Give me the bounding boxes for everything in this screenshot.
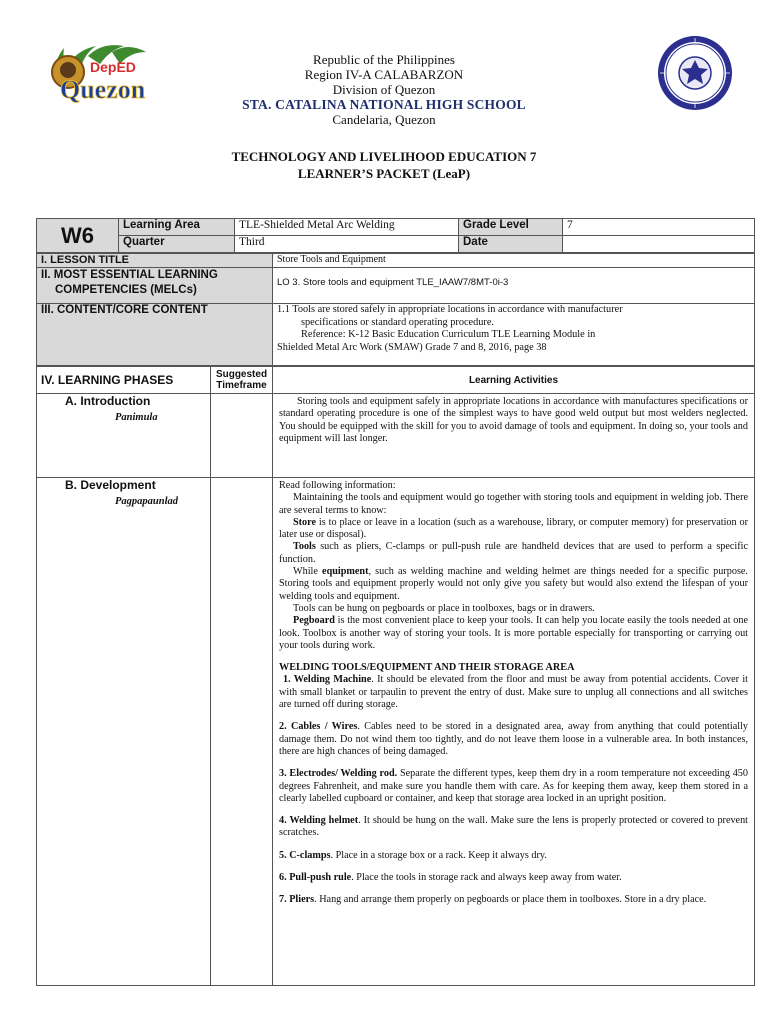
content-label: III. CONTENT/CORE CONTENT bbox=[37, 304, 273, 366]
equipment-pre: While bbox=[293, 566, 323, 578]
phases-col-header: IV. LEARNING PHASES bbox=[37, 367, 211, 394]
pegboard-term: Pegboard bbox=[293, 615, 335, 627]
phases-table bbox=[36, 366, 755, 986]
timeframe-header-line2: Timeframe bbox=[216, 380, 267, 391]
content-value bbox=[273, 304, 755, 366]
introduction-timeframe bbox=[211, 394, 273, 478]
store-def: is to place or leave in a location (such as a warehouse, library, or computer memory) for preservation or later use or disposal). bbox=[279, 516, 748, 541]
storage-item-2-term: 2. Cables / Wires bbox=[279, 721, 358, 733]
region-line: Region IV-A CALABARZON bbox=[304, 67, 464, 82]
development-sub: Pagpapaunlad bbox=[115, 496, 179, 507]
quarter-label: Quarter bbox=[119, 236, 235, 253]
storage-item-4-text: . It should be hung on the wall. Make sure the lens is properly protected or covered to prevent scratches. bbox=[279, 815, 749, 839]
equipment-term: equipment bbox=[322, 566, 369, 578]
leap-sheet bbox=[36, 218, 754, 986]
dev-pegboard-definition bbox=[279, 615, 748, 652]
tools-term: Tools bbox=[293, 541, 316, 553]
dev-paragraph-1: Maintaining the tools and equipment would go together with storing tools and equipment in welding job. There are several terms to know: bbox=[279, 492, 748, 516]
timeframe-col-header bbox=[211, 367, 273, 394]
store-term: Store bbox=[293, 516, 317, 528]
lesson-table bbox=[36, 253, 755, 366]
dev-hung-note: Tools can be hung on pegboards or place in toolboxes, bags or in drawers. bbox=[293, 602, 595, 614]
info-table bbox=[36, 218, 755, 253]
introduction-activities bbox=[273, 394, 755, 478]
introduction-text: Storing tools and equipment safely in appropriate locations in accordance with manufactures specifications or standard operating procedure is one of the simplest ways to have good weld output but most welders neglected. You should be equipped with the skill for you to avoid damage of tools and equipment. In doing so, your tools and equipment will last longer. bbox=[279, 396, 748, 444]
melc-label-line2: COMPETENCIES (MELCs) bbox=[55, 284, 197, 296]
grade-level-label: Grade Level bbox=[459, 219, 563, 236]
svg-text:Quezon: Quezon bbox=[60, 75, 146, 104]
lesson-title-value: Store Tools and Equipment bbox=[273, 254, 755, 268]
dev-equipment-definition bbox=[279, 566, 748, 603]
date-value[interactable] bbox=[563, 236, 755, 253]
storage-item-4 bbox=[279, 815, 748, 840]
timeframe-header-line1: Suggested bbox=[215, 369, 268, 380]
pegboard-def: is the most convenient place to keep your tools. It can help you locate easily the tools needed at one look. Toolbox is another way of storing your tools. It is more portable especially for transporting or carrying out your tools during work. bbox=[279, 615, 748, 651]
tools-def: such as pliers, C-clamps or pull-push rule are handheld devices that are used to perform a specific function. bbox=[279, 541, 748, 565]
document-subtitle: LEARNER’S PACKET (LeaP) bbox=[297, 166, 471, 181]
svg-text:DepED: DepED bbox=[90, 59, 136, 75]
storage-item-2-text: . Cables need to be stored in a designated area, away from anything that could potentially damage them. Do not wind them too tightly, and do not leave them loose in a vulnerable area. In both instances, there are high chances of being damaged. bbox=[279, 721, 748, 757]
read-instruction: Read following information: bbox=[279, 480, 396, 491]
lesson-title-label: I. LESSON TITLE bbox=[37, 254, 273, 268]
development-name: B. Development bbox=[65, 478, 156, 492]
storage-item-2 bbox=[279, 721, 748, 758]
equipment-def: , such as welding machine and welding helmet are things needed for a specific purpose. Storing tools and equipment properly would not only give you safety but would also extend the lifespan of your welding tools and equipment. bbox=[279, 566, 748, 602]
date-label: Date bbox=[459, 236, 563, 253]
storage-item-6 bbox=[279, 872, 748, 884]
document-title: TECHNOLOGY AND LIVELIHOOD EDUCATION 7 bbox=[231, 149, 537, 164]
storage-item-1 bbox=[279, 674, 748, 711]
learning-area-value: TLE-Shielded Metal Arc Welding bbox=[235, 219, 459, 236]
dev-store-definition bbox=[279, 517, 748, 542]
development-activities bbox=[273, 478, 755, 986]
document-header bbox=[0, 34, 768, 134]
storage-heading: WELDING TOOLS/EQUIPMENT AND THEIR STORAGE AREA bbox=[279, 662, 575, 674]
introduction-sub: Panimula bbox=[115, 412, 158, 423]
grade-level-value: 7 bbox=[563, 219, 755, 236]
dev-tools-definition bbox=[279, 541, 748, 566]
storage-item-7 bbox=[279, 894, 748, 906]
storage-item-3-text: Separate the different types, keep them dry in a room temperature not exceeding 450 degrees Fahrenheit, and make sure you handle them with care. As for keeping them away, keep them stored in a clearly labelled cupboard or container, and keep that storage area locked in an upright position. bbox=[279, 768, 748, 804]
melc-label bbox=[37, 268, 273, 304]
storage-item-5 bbox=[279, 850, 748, 862]
school-name: STA. CATALINA NATIONAL HIGH SCHOOL bbox=[242, 97, 526, 112]
development-phase bbox=[37, 478, 211, 986]
storage-item-7-text: . Hang and arrange them properly on pegboards or place them in toolboxes. Store in a dry place. bbox=[314, 894, 707, 906]
storage-item-5-term: 5. C-clamps bbox=[279, 849, 331, 861]
storage-item-7-term: 7. Pliers bbox=[279, 894, 315, 906]
storage-item-5-text: . Place in a storage box or a rack. Keep it always dry. bbox=[330, 849, 547, 861]
header-text bbox=[200, 52, 568, 127]
storage-item-1-term: 1. Welding Machine bbox=[283, 674, 372, 686]
storage-item-3-term: 3. Electrodes/ Welding rod. bbox=[279, 768, 398, 780]
learning-area-label: Learning Area bbox=[119, 219, 235, 236]
melc-label-line1: II. MOST ESSENTIAL LEARNING bbox=[41, 269, 218, 281]
content-line4: Shielded Metal Arc Work (SMAW) Grade 7 and 8, 2016, page 38 bbox=[277, 341, 547, 353]
storage-item-6-term: 6. Pull-push rule bbox=[279, 872, 352, 884]
deped-quezon-logo bbox=[38, 38, 158, 104]
storage-item-6-text: . Place the tools in storage rack and always keep away from water. bbox=[351, 872, 622, 884]
week-cell: W6 bbox=[37, 219, 119, 253]
storage-item-1-text: . It should be elevated from the floor and must be away from potential accidents. Cover it with small blanket or tarpaulin to prevent the entry of dust. Make sure to unplug all connections and all switches are turned off during storage. bbox=[279, 674, 748, 711]
introduction-name: A. Introduction bbox=[65, 394, 151, 408]
division-line: Division of Quezon bbox=[332, 82, 436, 97]
melc-value: LO 3. Store tools and equipment TLE_IAAW7/8MT-0i-3 bbox=[273, 268, 755, 304]
storage-item-3 bbox=[279, 768, 748, 805]
introduction-phase bbox=[37, 394, 211, 478]
content-line3: Reference: K-12 Basic Education Curriculum TLE Learning Module in bbox=[301, 329, 596, 340]
development-timeframe bbox=[211, 478, 273, 986]
location-line: Candelaria, Quezon bbox=[332, 112, 436, 127]
quarter-value: Third bbox=[235, 236, 459, 253]
content-line1: 1.1 Tools are stored safely in appropriate locations in accordance with manufacturer bbox=[277, 304, 623, 315]
storage-item-4-term: 4. Welding helmet bbox=[279, 815, 359, 827]
school-seal-logo bbox=[656, 34, 734, 112]
republic-line: Republic of the Philippines bbox=[313, 52, 455, 67]
content-line2: specifications or standard operating procedure. bbox=[301, 316, 494, 328]
document-titles bbox=[0, 148, 768, 182]
activities-col-header: Learning Activities bbox=[273, 367, 755, 394]
